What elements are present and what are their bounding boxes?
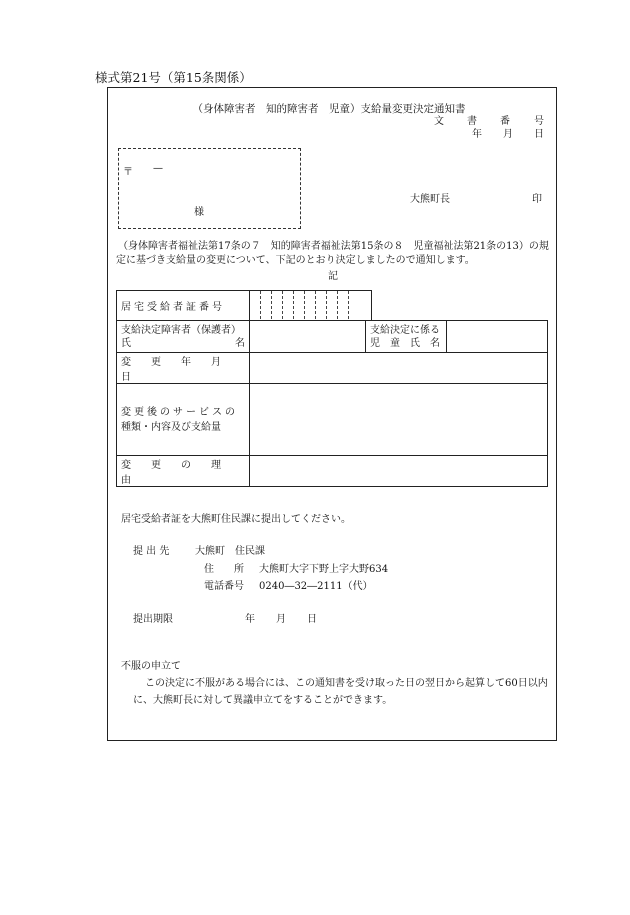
reason-label: 変 更 の 理 由 bbox=[121, 460, 241, 486]
cert-number-field[interactable] bbox=[250, 291, 372, 321]
postal-mark: 〒 bbox=[123, 167, 133, 178]
cert-number-label-cell bbox=[117, 291, 250, 321]
appeal-text-line-2: に、大熊町長に対して異議申立てをすることができます。 bbox=[133, 695, 393, 706]
digit-box bbox=[261, 291, 272, 319]
child-label-cell bbox=[366, 321, 447, 353]
doc-number-char-2: 書 bbox=[467, 116, 477, 127]
submit-address-label: 住 所 bbox=[204, 564, 244, 575]
submit-phone-label: 電話番号 bbox=[204, 581, 244, 592]
service-label-line-1: 変更後のサービスの bbox=[121, 406, 238, 418]
digit-box bbox=[283, 291, 294, 319]
appeal-heading: 不服の申立て bbox=[121, 661, 181, 672]
digit-box bbox=[349, 291, 360, 319]
seal-mark: 印 bbox=[532, 194, 542, 205]
recipient-name-field[interactable] bbox=[250, 321, 366, 353]
date-month-label: 月 bbox=[503, 129, 513, 140]
submit-dest-label: 提 出 先 bbox=[133, 546, 170, 557]
ki-label: 記 bbox=[328, 271, 338, 282]
address-box bbox=[118, 148, 301, 229]
submit-phone-value: 0240―32―2111（代） bbox=[259, 581, 373, 592]
cert-number-label: 居宅受給者証番号 bbox=[121, 302, 225, 313]
child-name-field[interactable] bbox=[447, 321, 548, 353]
digit-box bbox=[316, 291, 327, 319]
date-year-label: 年 bbox=[472, 129, 482, 140]
details-table bbox=[116, 320, 548, 487]
submit-dest-value: 大熊町 住民課 bbox=[195, 546, 265, 557]
document-title: （身体障害者 知的障害者 児童）支給量変更決定通知書 bbox=[192, 103, 466, 115]
recipient-honorific: 様 bbox=[194, 207, 204, 218]
reason-label-cell bbox=[117, 456, 250, 487]
change-date-label-cell bbox=[117, 353, 250, 384]
cert-number-table bbox=[116, 290, 372, 321]
digit-box bbox=[305, 291, 316, 319]
recipient-label-line-2 bbox=[121, 337, 245, 350]
child-label-line-1: 支給決定に係る bbox=[370, 324, 440, 336]
deadline-year: 年 bbox=[245, 614, 255, 625]
digit-box bbox=[294, 291, 305, 319]
digit-box bbox=[250, 291, 261, 319]
child-label-line-2: 児 童 氏 名 bbox=[370, 337, 440, 349]
doc-number-char-3: 番 bbox=[500, 116, 510, 127]
cert-number-digit-boxes bbox=[250, 291, 371, 320]
change-date-field[interactable] bbox=[250, 353, 548, 384]
recipient-label-surname: 氏 bbox=[121, 337, 131, 349]
change-date-label: 変 更 年 月 日 bbox=[121, 357, 241, 383]
recipient-label-cell bbox=[117, 321, 250, 353]
digit-box bbox=[327, 291, 338, 319]
appeal-text-line-1: この決定に不服がある場合には、この通知書を受け取った日の翌日から起算して60日以内 bbox=[145, 678, 548, 689]
submit-notice: 居宅受給者証を大熊町住民課に提出してください。 bbox=[121, 514, 351, 525]
service-label-line-2: 種類・内容及び支給量 bbox=[121, 421, 221, 433]
digit-box bbox=[338, 291, 349, 319]
doc-number-char-1: 文 bbox=[434, 116, 444, 127]
service-label-cell bbox=[117, 384, 250, 456]
recipient-label-given: 名 bbox=[235, 337, 245, 349]
recipient-label-line-1: 支給決定障害者（保護者） bbox=[121, 324, 241, 336]
service-field[interactable] bbox=[250, 384, 548, 456]
date-day-label: 日 bbox=[534, 129, 544, 140]
issuer-name: 大熊町長 bbox=[410, 194, 450, 205]
deadline-month: 月 bbox=[276, 614, 286, 625]
form-number-label: 様式第21号（第15条関係） bbox=[95, 70, 252, 85]
postal-dash: — bbox=[153, 163, 163, 174]
doc-number-char-4: 号 bbox=[534, 116, 544, 127]
body-paragraph: （身体障害者福祉法第17条の７ 知的障害者福祉法第15条の８ 児童福祉法第21条の13）の規定に基づき支給量の変更について、下記のとおり決定しましたので通知します。 bbox=[116, 241, 549, 266]
deadline-day: 日 bbox=[307, 614, 317, 625]
deadline-label: 提出期限 bbox=[133, 614, 173, 625]
digit-box bbox=[272, 291, 283, 319]
submit-address-value: 大熊町大字下野上字大野634 bbox=[259, 564, 389, 575]
reason-field[interactable] bbox=[250, 456, 548, 487]
